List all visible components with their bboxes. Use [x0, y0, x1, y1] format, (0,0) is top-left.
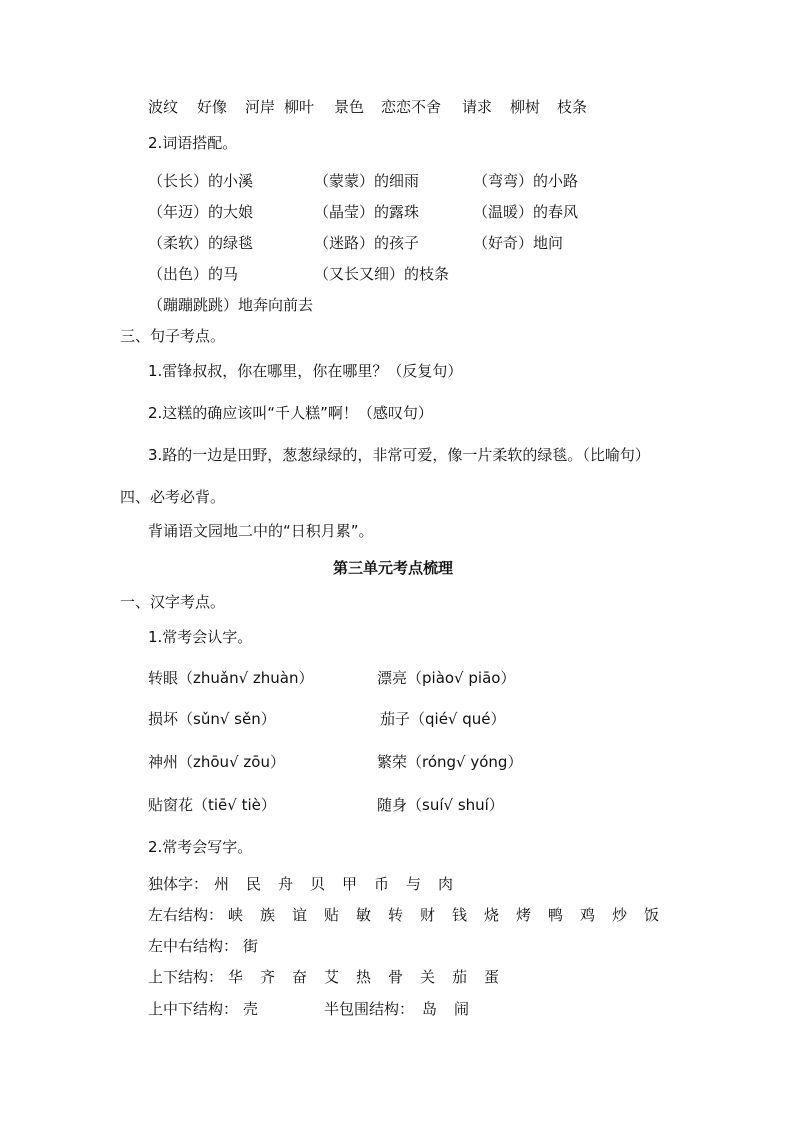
- char: 贝: [310, 875, 326, 893]
- char: 甲: [342, 875, 358, 893]
- char: 烤: [516, 906, 532, 924]
- collocation-item: （温暖）的春风: [473, 203, 579, 221]
- structure-label: 半包围结构：: [324, 1000, 415, 1018]
- collocation-last-line: （蹦蹦跳跳）地奔向前去: [148, 296, 314, 314]
- char: 舟: [278, 875, 294, 893]
- word: 请求: [462, 98, 493, 116]
- pinyin-item: 茄子（qié√ qué）: [380, 710, 506, 728]
- char: 炒: [612, 906, 628, 924]
- collocation-heading: 2.词语搭配。: [148, 134, 238, 152]
- unit-title: 第三单元考点梳理: [333, 559, 454, 577]
- char: 饭: [644, 906, 660, 924]
- char: 族: [260, 906, 276, 924]
- char: 艾: [324, 968, 340, 986]
- structure-label: 上中下结构：: [148, 1000, 239, 1018]
- char: 谊: [292, 906, 308, 924]
- recite-heading: 四、必考必背。: [120, 488, 226, 506]
- structure-label: 上下结构：: [148, 968, 224, 986]
- write-heading: 2.常考会写字。: [148, 838, 253, 856]
- collocation-item: （蒙蒙）的细雨: [314, 172, 420, 190]
- char: 民: [246, 875, 262, 893]
- sentence-item: 1.雷锋叔叔，你在哪里，你在哪里？（反复句）: [148, 362, 463, 380]
- word: 柳叶: [284, 98, 315, 116]
- collocation-item: （出色）的马: [148, 265, 239, 283]
- collocation-item: （晶莹）的露珠: [314, 203, 420, 221]
- pinyin-item: 损坏（sǔn√ sěn）: [148, 710, 276, 728]
- structure-label: 左右结构：: [148, 906, 224, 924]
- structure-label: 独体字：: [148, 875, 209, 893]
- char: 转: [388, 906, 404, 924]
- char: 敏: [356, 906, 372, 924]
- char: 蛋: [484, 968, 500, 986]
- sentence-heading: 三、句子考点。: [120, 327, 226, 345]
- structure-label: 左中右结构：: [148, 937, 239, 955]
- char: 华: [228, 968, 244, 986]
- pinyin-item: 漂亮（piào√ piāo）: [377, 669, 516, 687]
- char: 财: [420, 906, 436, 924]
- word: 柳树: [510, 98, 541, 116]
- char: 肉: [438, 875, 454, 893]
- char: 与: [406, 875, 422, 893]
- char: 热: [356, 968, 372, 986]
- char: 茄: [452, 968, 468, 986]
- char: 鸭: [548, 906, 564, 924]
- word: 枝条: [557, 98, 588, 116]
- char: 鸡: [580, 906, 596, 924]
- word: 景色: [334, 98, 365, 116]
- char: 街: [243, 937, 259, 955]
- pinyin-item: 神州（zhōu√ zōu）: [148, 753, 285, 771]
- char: 壳: [243, 1000, 259, 1018]
- char: 烧: [484, 906, 500, 924]
- collocation-item: （年迈）的大娘: [148, 203, 254, 221]
- collocation-item: （又长又细）的枝条: [314, 265, 450, 283]
- word: 波纹: [148, 98, 179, 116]
- section-heading: 一、汉字考点。: [120, 593, 226, 611]
- char: 币: [374, 875, 390, 893]
- pinyin-item: 贴窗花（tiē√ tiè）: [148, 796, 276, 814]
- word: 恋恋不舍: [381, 98, 442, 116]
- collocation-item: （长长）的小溪: [148, 172, 254, 190]
- recognize-heading: 1.常考会认字。: [148, 628, 253, 646]
- recite-text: 背诵语文园地二中的“日积月累”。: [148, 522, 374, 540]
- pinyin-item: 繁荣（róng√ yóng）: [377, 753, 523, 771]
- char: 奋: [292, 968, 308, 986]
- char: 骨: [388, 968, 404, 986]
- sentence-item: 2.这糕的确应该叫“千人糕”啊！（感叹句）: [148, 404, 433, 422]
- char: 关: [420, 968, 436, 986]
- char: 齐: [260, 968, 276, 986]
- char: 闹: [454, 1000, 470, 1018]
- collocation-item: （好奇）地问: [473, 234, 564, 252]
- char: 岛: [422, 1000, 438, 1018]
- collocation-item: （柔软）的绿毯: [148, 234, 254, 252]
- char: 州: [214, 875, 230, 893]
- collocation-item: （弯弯）的小路: [473, 172, 579, 190]
- sentence-item: 3.路的一边是田野，葱葱绿绿的，非常可爱，像一片柔软的绿毯。（比喻句）: [148, 446, 650, 464]
- char: 钱: [452, 906, 468, 924]
- char: 贴: [324, 906, 340, 924]
- collocation-item: （迷路）的孩子: [314, 234, 420, 252]
- pinyin-item: 随身（suí√ shuí）: [377, 796, 504, 814]
- word: 好像: [197, 98, 228, 116]
- char: 峡: [228, 906, 244, 924]
- pinyin-item: 转眼（zhuǎn√ zhuàn）: [148, 669, 314, 687]
- word: 河岸: [245, 98, 276, 116]
